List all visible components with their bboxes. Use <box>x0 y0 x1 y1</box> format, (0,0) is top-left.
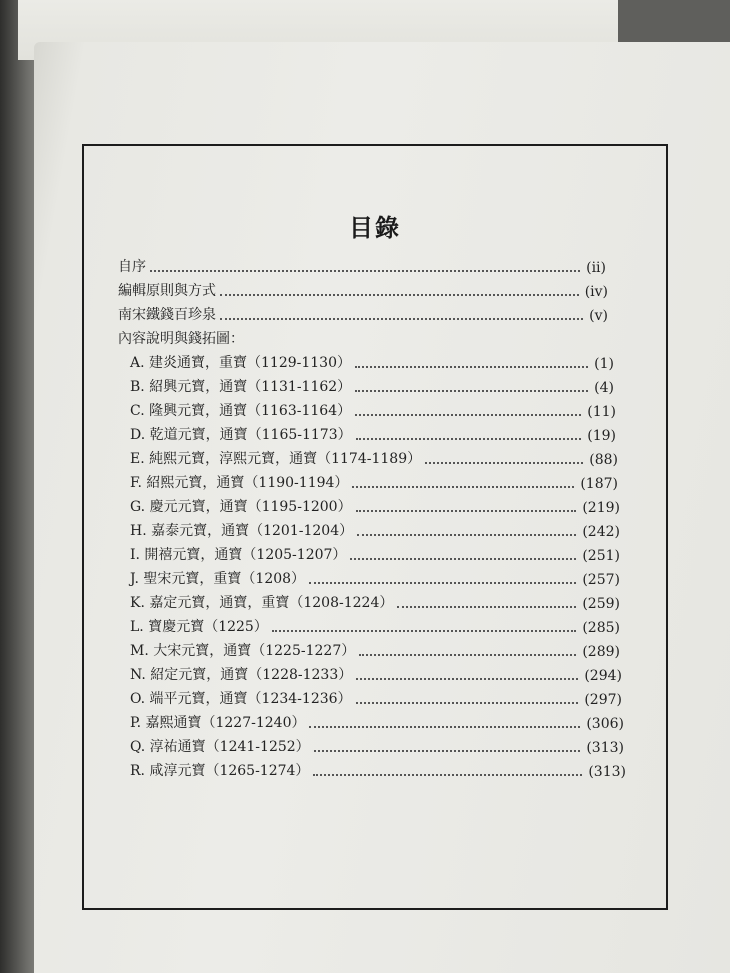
toc-entry <box>118 256 606 276</box>
dot-leader <box>309 726 580 728</box>
toc-entry-label: N. 紹定元寶，通寶（1228-1233） <box>130 667 353 683</box>
toc-entry-page: (294) <box>584 668 622 684</box>
dot-leader <box>220 318 583 320</box>
toc-entry-label: F. 紹熙元寶，通寶（1190-1194） <box>130 475 349 491</box>
toc-entry <box>130 376 614 396</box>
toc-entry-label: M. 大宋元寶，通寶（1225-1227） <box>130 643 356 659</box>
toc-entry-page: (iv) <box>584 284 608 300</box>
toc-entry <box>130 568 620 588</box>
dot-leader <box>425 462 583 464</box>
dot-leader <box>350 558 576 560</box>
dot-leader <box>355 366 588 368</box>
toc-entry-page: (242) <box>582 524 620 540</box>
toc-entry <box>130 616 620 636</box>
toc-entry <box>130 496 620 516</box>
toc-entry-page: (19) <box>587 428 616 444</box>
toc-entry <box>130 520 620 540</box>
toc-entry <box>130 424 616 444</box>
dot-leader <box>150 270 580 272</box>
toc-entry-label: I. 開禧元寶，通寶（1205-1207） <box>130 547 347 563</box>
toc-frame <box>82 144 668 910</box>
dot-leader <box>356 438 582 440</box>
dot-leader <box>356 678 578 680</box>
toc-entry-label: 編輯原則與方式 <box>118 283 216 299</box>
toc-entry-page: (v) <box>589 308 608 324</box>
dot-leader <box>356 510 577 512</box>
toc-entry-label: K. 嘉定元寶，通寶，重寶（1208-1224） <box>130 595 394 611</box>
toc-entry-label: Q. 淳祐通寶（1241-1252） <box>130 739 310 755</box>
dot-leader <box>352 486 574 488</box>
toc-entry <box>130 736 624 756</box>
toc-entry-page: (219) <box>582 500 620 516</box>
toc-entry-page: (289) <box>582 644 620 660</box>
toc-entry-label: C. 隆興元寶，通寶（1163-1164） <box>130 403 352 419</box>
toc-entry-label: L. 寶慶元寶（1225） <box>130 619 268 635</box>
toc-entry-label: A. 建炎通寶，重寶（1129-1130） <box>130 355 351 371</box>
toc-entry <box>118 280 608 300</box>
toc-entry-label: 南宋鐵錢百珍泉 <box>118 307 216 323</box>
toc-entry-label: P. 嘉熙通寶（1227-1240） <box>130 715 306 731</box>
toc-entry-label: H. 嘉泰元寶，通寶（1201-1204） <box>130 523 354 539</box>
toc-entry <box>130 688 622 708</box>
page-title: 目錄 <box>349 213 401 242</box>
dot-leader <box>355 414 581 416</box>
toc-entry-label: D. 乾道元寶，通寶（1165-1173） <box>130 427 352 443</box>
toc-entry <box>130 712 624 732</box>
dot-leader <box>220 294 579 296</box>
toc-entry-page: (306) <box>586 716 624 732</box>
toc-entry-label: J. 聖宋元寶，重寶（1208） <box>130 571 306 587</box>
toc-entry <box>130 544 620 564</box>
toc-entry-page: (285) <box>582 620 620 636</box>
toc-entry-page: (187) <box>580 476 618 492</box>
toc-entry <box>130 592 620 612</box>
toc-entry <box>130 472 618 492</box>
dot-leader <box>355 390 588 392</box>
toc-entry-page: (297) <box>584 692 622 708</box>
dot-leader <box>314 750 581 752</box>
toc-entry-page: (251) <box>582 548 620 564</box>
book-page <box>34 42 730 973</box>
toc-section-label: 內容說明與錢拓圖： <box>118 331 244 347</box>
toc-entry-label: G. 慶元元寶，通寶（1195-1200） <box>130 499 352 515</box>
dot-leader <box>313 774 582 776</box>
dot-leader <box>309 582 576 584</box>
toc-section-heading <box>118 328 608 348</box>
toc-entry <box>130 448 618 468</box>
toc-entry <box>118 304 608 324</box>
toc-entry-page: (313) <box>588 764 626 780</box>
toc-entry-page: (ii) <box>586 260 606 276</box>
toc-entry <box>130 400 616 420</box>
toc-entry-page: (259) <box>582 596 620 612</box>
toc-entry <box>130 352 614 372</box>
toc-entry-page: (4) <box>594 380 614 396</box>
toc-entry <box>130 664 622 684</box>
toc-entry-page: (313) <box>586 740 624 756</box>
dot-leader <box>272 630 577 632</box>
toc-entry-page: (11) <box>587 404 616 420</box>
dot-leader <box>356 702 579 704</box>
toc-entry-label: E. 純熙元寶，淳熙元寶，通寶（1174-1189） <box>130 451 422 467</box>
toc-entry <box>130 760 626 780</box>
toc-entry-label: O. 端平元寶，通寶（1234-1236） <box>130 691 352 707</box>
dot-leader <box>357 534 576 536</box>
toc-entry-label: B. 紹興元寶，通寶（1131-1162） <box>130 379 352 395</box>
toc-entry-page: (88) <box>589 452 618 468</box>
dot-leader <box>359 654 576 656</box>
toc-entry <box>130 640 620 660</box>
toc-entry-label: R. 咸淳元寶（1265-1274） <box>130 763 310 779</box>
toc-entry-page: (257) <box>582 572 620 588</box>
toc-entry-page: (1) <box>594 356 614 372</box>
dot-leader <box>397 606 576 608</box>
toc-entry-label: 自序 <box>118 259 146 275</box>
